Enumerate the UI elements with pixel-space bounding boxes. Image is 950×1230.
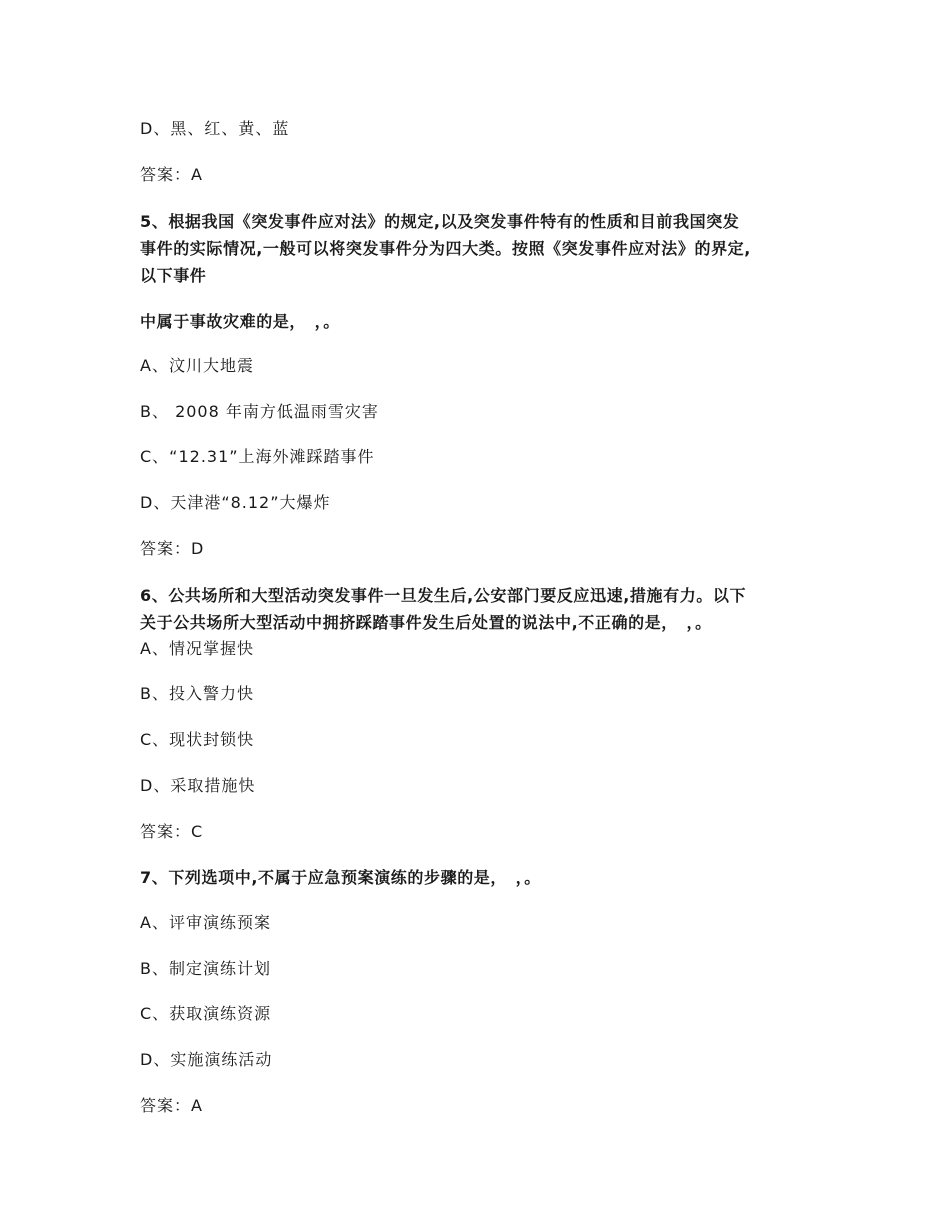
option-c-q5: C、“12.31”上海外滩踩踏事件: [140, 447, 375, 466]
question-5-line-2: 事件的实际情况,一般可以将突发事件分为四大类。按照《突发事件应对法》的界定,: [140, 239, 751, 258]
option-d-q5: D、天津港“8.12”大爆炸: [140, 493, 331, 512]
option-a-q5: A、汶川大地震: [140, 356, 254, 375]
question-5-line-1: 5、根据我国《突发事件应对法》的规定,以及突发事件特有的性质和目前我国突发: [140, 212, 740, 231]
question-6-line-2: 关于公共场所大型活动中拥挤踩踏事件发生后处置的说法中,不正确的是， ，。: [140, 613, 712, 632]
option-a-q6: A、情况掌握快: [140, 639, 254, 658]
option-d-q4: D、黑、红、黄、蓝: [140, 119, 290, 138]
question-7-line-1: 7、下列选项中,不属于应急预案演练的步骤的是， ，。: [140, 868, 541, 887]
option-b-q6: B、投入警力快: [140, 684, 254, 703]
option-c-q7: C、获取演练资源: [140, 1004, 272, 1023]
option-d-q7: D、实施演练活动: [140, 1050, 273, 1069]
question-6-line-1: 6、公共场所和大型活动突发事件一旦发生后,公安部门要反应迅速,措施有力。以下: [140, 586, 747, 605]
option-d-q6: D、采取措施快: [140, 776, 256, 795]
option-c-q6: C、现状封锁快: [140, 730, 255, 749]
option-b-q7: B、制定演练计划: [140, 959, 271, 978]
question-5-line-3: 以下事件: [140, 266, 207, 285]
option-a-q7: A、评审演练预案: [140, 913, 271, 932]
option-b-q5: B、 2008 年南方低温雨雪灾害: [140, 402, 379, 421]
answer-q5: 答案：D: [140, 539, 205, 558]
answer-q6: 答案：C: [140, 822, 204, 841]
answer-q4: 答案：A: [140, 165, 203, 184]
answer-q7: 答案：A: [140, 1096, 203, 1115]
question-5-line-4: 中属于事故灾难的是， ，。: [140, 312, 340, 331]
